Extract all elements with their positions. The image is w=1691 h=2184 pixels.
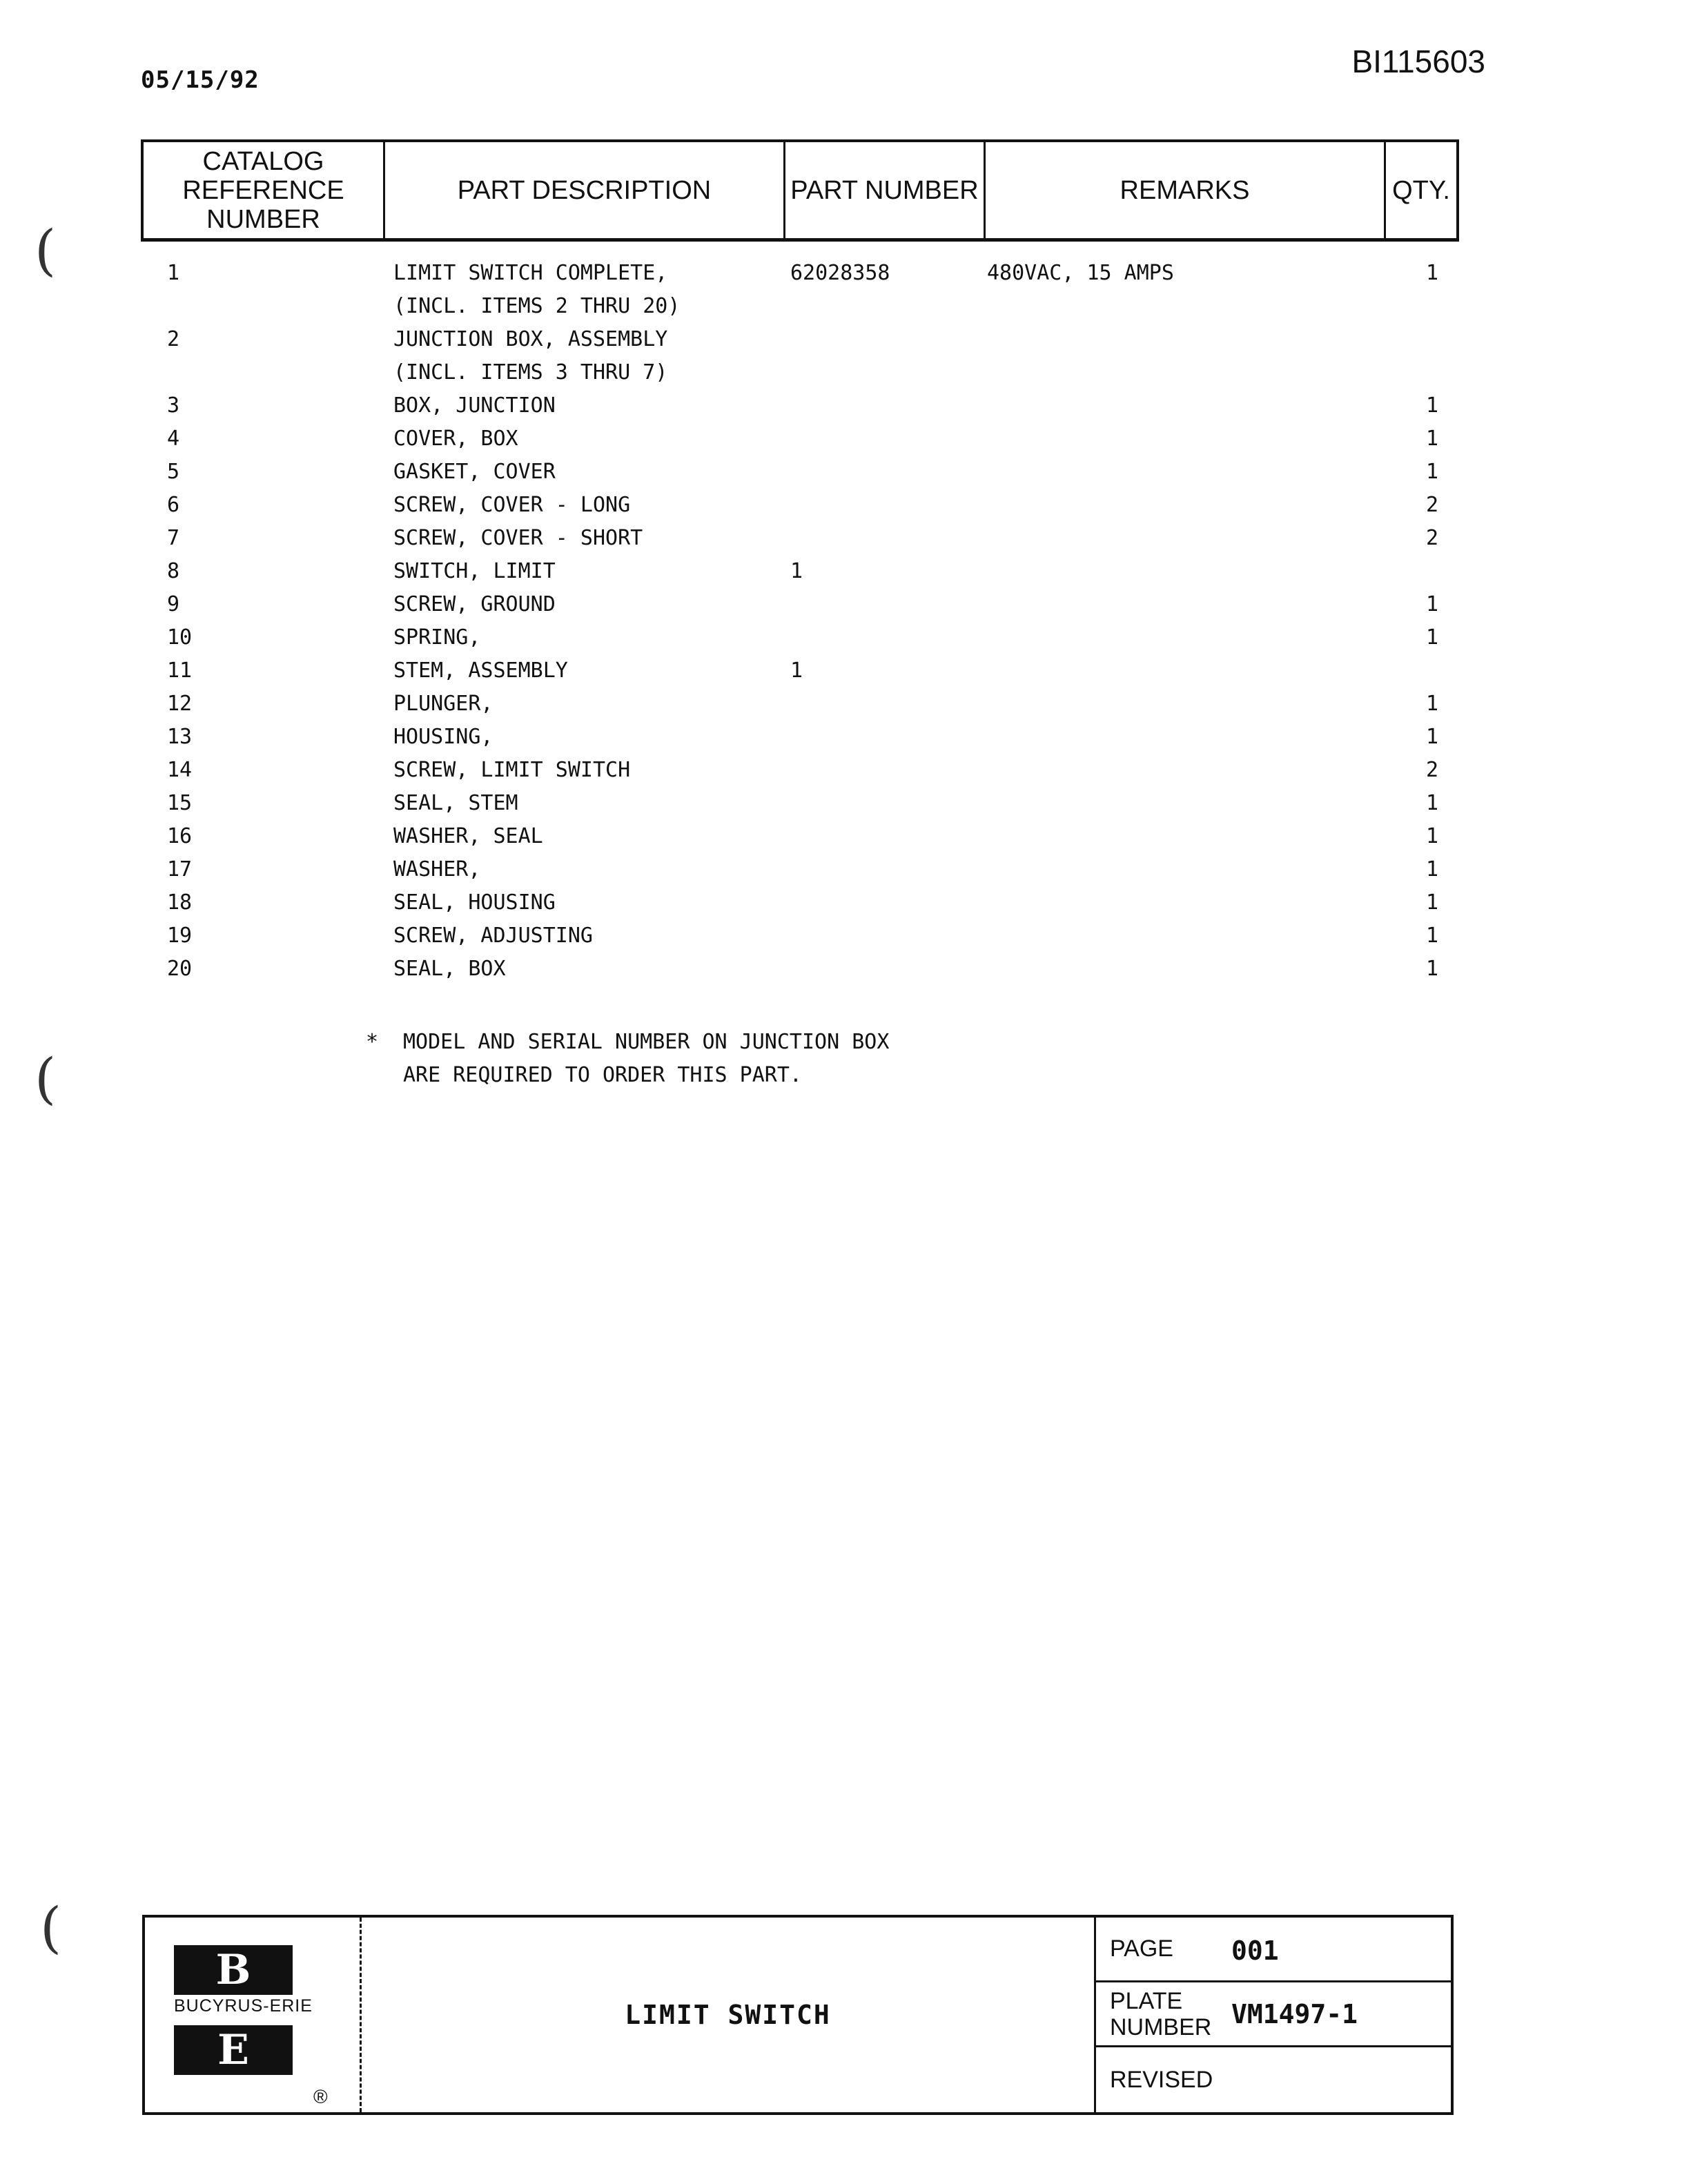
part-description-cell: HOUSING, <box>393 725 493 749</box>
order-note <box>366 1026 890 1125</box>
qty-cell: 1 <box>1426 824 1439 848</box>
part-description-cell: SCREW, ADJUSTING <box>393 924 593 948</box>
catalog-ref-cell: 2 <box>167 327 180 351</box>
table-row <box>0 327 1691 360</box>
qty-cell: 2 <box>1426 526 1439 550</box>
part-number-cell: 62028358 <box>790 261 890 285</box>
catalog-ref-cell: 8 <box>167 559 180 583</box>
table-row <box>0 360 1691 393</box>
catalog-ref-cell: 11 <box>167 659 193 683</box>
table-row <box>0 890 1691 924</box>
table-row <box>0 294 1691 327</box>
part-description-cell: SCREW, LIMIT SWITCH <box>393 758 631 782</box>
drawing-title: LIMIT SWITCH <box>362 1918 1096 2112</box>
qty-cell: 1 <box>1426 261 1439 285</box>
qty-cell: 1 <box>1426 460 1439 484</box>
revised-cell <box>1096 2047 1451 2112</box>
part-description-cell: SEAL, BOX <box>393 957 506 981</box>
col-header-part-number: PART NUMBER <box>785 142 986 238</box>
binder-hole-mark: ( <box>40 1895 62 1960</box>
qty-cell: 1 <box>1426 692 1439 716</box>
catalog-ref-cell: 14 <box>167 758 193 782</box>
part-description-cell: BOX, JUNCTION <box>393 393 556 418</box>
document-id: BI115603 <box>1351 43 1485 79</box>
catalog-ref-cell: 15 <box>167 791 193 815</box>
catalog-ref-cell: 20 <box>167 957 193 981</box>
catalog-ref-cell: 6 <box>167 493 180 517</box>
part-description-cell: WASHER, <box>393 857 481 881</box>
remarks-cell: 480VAC, 15 AMPS <box>987 261 1174 285</box>
part-description-cell: COVER, BOX <box>393 427 518 451</box>
page-label: PAGE <box>1110 1936 1173 1962</box>
revised-label: REVISED <box>1110 2067 1213 2093</box>
part-description-cell: LIMIT SWITCH COMPLETE, <box>393 261 668 285</box>
qty-cell: 1 <box>1426 427 1439 451</box>
part-number-cell: 1 <box>790 659 803 683</box>
catalog-ref-cell: 13 <box>167 725 193 749</box>
qty-cell: 1 <box>1426 957 1439 981</box>
parts-table-header <box>141 139 1459 242</box>
title-block-info <box>1096 1918 1451 2112</box>
part-description-cell: SCREW, COVER - LONG <box>393 493 631 517</box>
table-row <box>0 493 1691 526</box>
parts-table-body <box>0 261 1691 990</box>
catalog-ref-cell: 16 <box>167 824 193 848</box>
table-row <box>0 725 1691 758</box>
table-row <box>0 526 1691 559</box>
table-row <box>0 393 1691 427</box>
table-row <box>0 857 1691 890</box>
qty-cell: 1 <box>1426 857 1439 881</box>
table-row <box>0 791 1691 824</box>
part-description-cell: SCREW, GROUND <box>393 592 556 616</box>
table-row <box>0 460 1691 493</box>
table-row <box>0 758 1691 791</box>
catalog-ref-cell: 12 <box>167 692 193 716</box>
part-description-cell: SCREW, COVER - SHORT <box>393 526 643 550</box>
catalog-ref-cell: 18 <box>167 890 193 915</box>
logo-brand-name: BUCYRUS-ERIE <box>174 1996 313 2016</box>
part-number-cell: 1 <box>790 559 803 583</box>
note-line-1: MODEL AND SERIAL NUMBER ON JUNCTION BOX <box>403 1030 890 1054</box>
table-row <box>0 427 1691 460</box>
part-description-cell: JUNCTION BOX, ASSEMBLY <box>393 327 668 351</box>
table-row <box>0 625 1691 659</box>
col-header-catalog-ref: CATALOG REFERENCE NUMBER <box>144 142 385 238</box>
catalog-ref-cell: 7 <box>167 526 180 550</box>
page-cell <box>1096 1918 1451 1982</box>
table-row <box>0 824 1691 857</box>
table-row <box>0 559 1691 592</box>
catalog-ref-cell: 17 <box>167 857 193 881</box>
table-row <box>0 957 1691 990</box>
binder-hole-mark: ( <box>35 1046 57 1111</box>
note-marker: * <box>366 1030 379 1054</box>
bucyrus-erie-logo <box>145 1918 362 2112</box>
col-header-qty: QTY. <box>1392 175 1450 205</box>
table-row <box>0 924 1691 957</box>
plate-number-value: VM1497-1 <box>1231 1999 1358 2029</box>
catalog-ref-cell: 10 <box>167 625 193 650</box>
catalog-ref-cell: 19 <box>167 924 193 948</box>
part-description-cell: SWITCH, LIMIT <box>393 559 556 583</box>
logo-letter-e: E <box>174 2025 293 2075</box>
plate-label: PLATE <box>1110 1988 1183 2014</box>
qty-cell: 1 <box>1426 890 1439 915</box>
registered-mark: ® <box>313 2086 328 2107</box>
plate-number-cell <box>1096 1982 1451 2047</box>
catalog-ref-cell: 4 <box>167 427 180 451</box>
catalog-ref-cell: 5 <box>167 460 180 484</box>
table-row <box>0 692 1691 725</box>
table-row <box>0 592 1691 625</box>
qty-cell: 2 <box>1426 493 1439 517</box>
part-description-cell: WASHER, SEAL <box>393 824 543 848</box>
qty-cell: 1 <box>1426 725 1439 749</box>
qty-cell: 1 <box>1426 924 1439 948</box>
qty-cell: 1 <box>1426 791 1439 815</box>
catalog-ref-cell: 1 <box>167 261 180 285</box>
part-description-cell: SEAL, HOUSING <box>393 890 556 915</box>
table-row <box>0 659 1691 692</box>
col-header-remarks: REMARKS <box>986 142 1386 238</box>
part-description-cell: GASKET, COVER <box>393 460 556 484</box>
document-date: 05/15/92 <box>141 66 260 94</box>
catalog-ref-cell: 3 <box>167 393 180 418</box>
part-description-cell: STEM, ASSEMBLY <box>393 659 568 683</box>
catalog-ref-cell: 9 <box>167 592 180 616</box>
table-row <box>0 261 1691 294</box>
note-line-2: ARE REQUIRED TO ORDER THIS PART. <box>403 1063 802 1087</box>
col-header-part-description: PART DESCRIPTION <box>385 142 785 238</box>
qty-cell: 1 <box>1426 625 1439 650</box>
qty-cell: 1 <box>1426 592 1439 616</box>
part-description-cell: PLUNGER, <box>393 692 493 716</box>
part-description-cell: SPRING, <box>393 625 481 650</box>
qty-cell: 1 <box>1426 393 1439 418</box>
plate-number-label: NUMBER <box>1110 2014 1212 2040</box>
part-description-cell: (INCL. ITEMS 2 THRU 20) <box>393 294 681 318</box>
note-text <box>403 1026 889 1092</box>
qty-cell: 2 <box>1426 758 1439 782</box>
part-description-cell: SEAL, STEM <box>393 791 518 815</box>
page-value: 001 <box>1231 1936 1279 1966</box>
title-block <box>142 1915 1454 2115</box>
logo-letter-b: B <box>174 1945 293 1995</box>
binder-hole-mark: ( <box>35 218 57 282</box>
part-description-cell: (INCL. ITEMS 3 THRU 7) <box>393 360 668 384</box>
